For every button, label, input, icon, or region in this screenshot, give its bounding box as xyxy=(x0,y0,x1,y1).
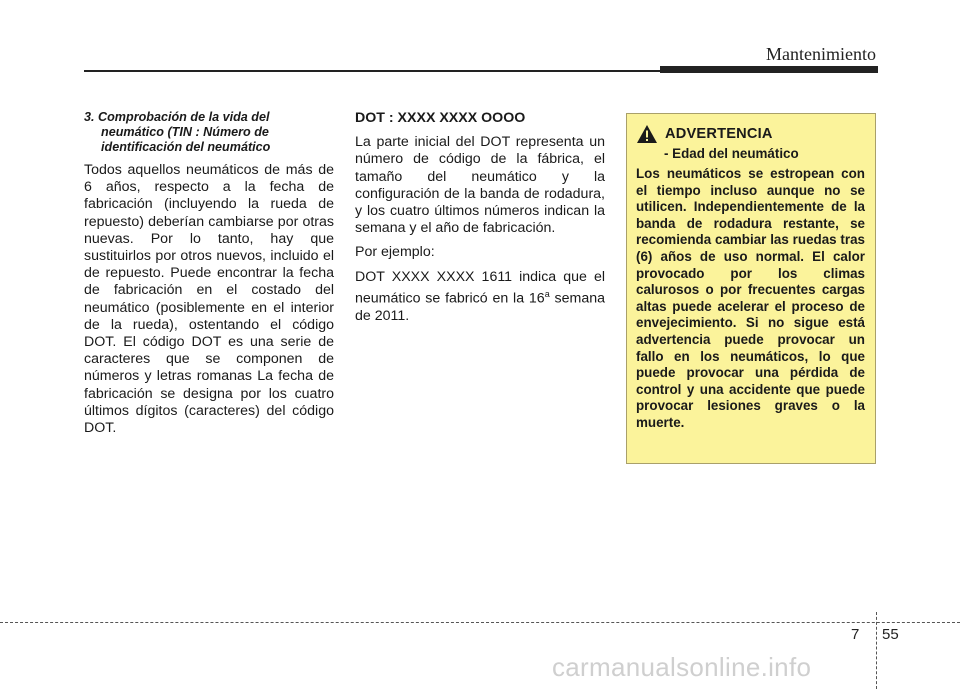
watermark: carmanualsonline.info xyxy=(552,652,812,682)
warning-header xyxy=(636,124,865,144)
dot-explanation: La parte inicial del DOT representa un número de código de la fábrica, el tamaño del neumático y la configuración de la banda de rodadura, y los cuatro últimos números indican la semana y el año de fabricación. xyxy=(355,134,605,237)
column-middle xyxy=(355,110,605,332)
example-text: DOT XXXX XXXX 1611 indica que el neumático se fabricó en la 16 xyxy=(355,268,605,307)
example-text-end: semana de 2011. xyxy=(355,290,605,324)
warning-text: Los neumáticos se estropean con el tiempo incluso aunque no se utilicen. Independientemente de la banda de rodadura restante, se recomienda cambiar las ruedas tras (6) años de uso normal. El calor provocado por los climas calurosos o por frecuentes cargas altas puede acelerar el proceso de envejecimiento. Si no sigue está advertencia puede provocar un fallo en los neumáticos, lo que puede provocar una pérdida de control y una accidente que puede provocar lesiones graves o la muerte. xyxy=(636,166,865,430)
section-heading xyxy=(84,110,334,155)
dot-code-title: DOT : XXXX XXXX OOOO xyxy=(355,110,526,126)
column-left xyxy=(84,110,334,444)
chapter-number: 7 xyxy=(851,626,860,643)
header-divider-bold xyxy=(660,66,878,73)
heading-number: 3. xyxy=(84,110,95,124)
header-divider xyxy=(84,70,662,72)
footer-vertical-divider xyxy=(876,612,877,689)
page-number: 55 xyxy=(882,626,899,643)
section-title: Mantenimiento xyxy=(766,44,876,64)
example-label: Por ejemplo: xyxy=(355,244,435,261)
warning-box xyxy=(626,113,876,464)
warning-subtitle: - Edad del neumático xyxy=(664,146,799,161)
warning-triangle-icon xyxy=(636,124,658,144)
body-paragraph: Todos aquellos neumáticos de más de 6 años, respecto a la fecha de fabricación (incluyendo la rueda de repuesto) deberían cambiarse por otras nuevas. Por lo tanto, hay que sustituirlos por otros nuevos, incluido el de repuesto. Puede encontrar la fecha de fabricación en el costado del neumático (posiblemente en el interior de la rueda), ostentando el código DOT. El código DOT es una serie de caracteres que se componen de números y letras romanas La fecha de fabricación se designa por los cuatro últimos dígitos (caracteres) del código DOT. xyxy=(84,162,334,437)
heading-line-1: Comprobación de la vida del xyxy=(98,110,270,124)
heading-line-2: neumático (TIN : Número de xyxy=(101,125,269,139)
ordinal-superscript: a xyxy=(544,288,550,299)
example-paragraph xyxy=(355,269,605,325)
heading-line-3: identificación del neumático xyxy=(101,140,271,154)
warning-title: ADVERTENCIA xyxy=(665,126,773,142)
footer-divider xyxy=(0,622,960,623)
